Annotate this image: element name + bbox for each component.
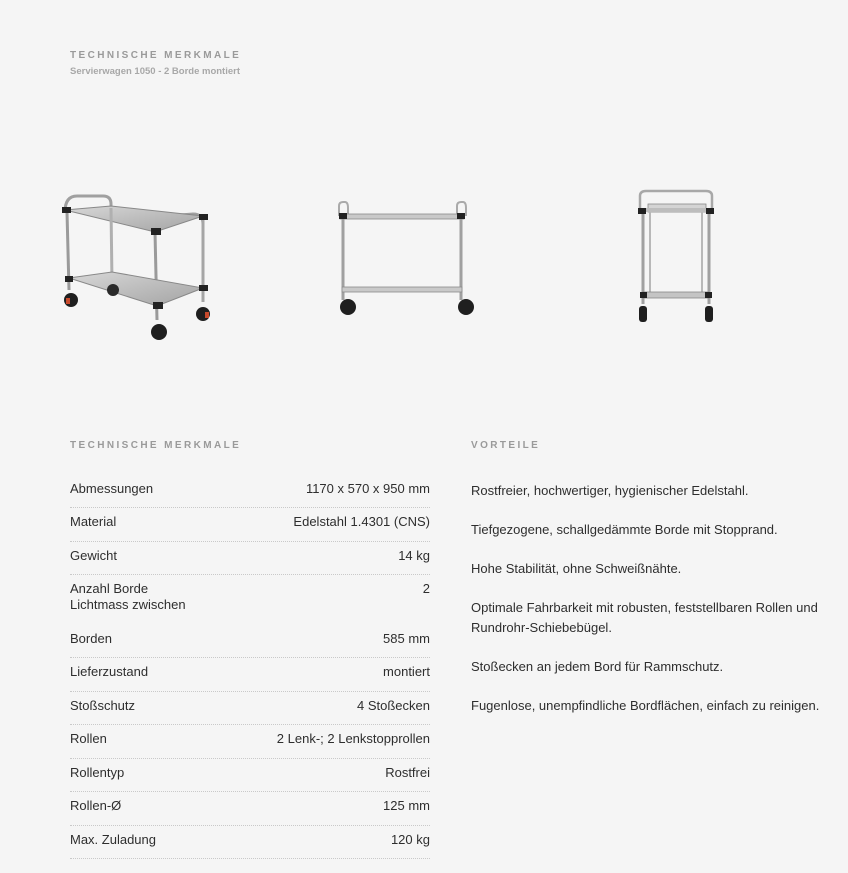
spec-row xyxy=(70,792,430,826)
spec-label: Anzahl Borde xyxy=(70,581,149,596)
spec-row xyxy=(70,658,430,692)
advantage-item: Tiefgezogene, schallgedämmte Borde mit Stopprand. xyxy=(471,522,778,537)
spec-row xyxy=(70,575,430,597)
spec-row xyxy=(70,692,430,726)
spec-label: Gewicht xyxy=(70,547,117,563)
advantage-item: Optimale Fahrbarkeit mit robusten, feststellbaren Rollen und Rundrohr-Schiebebügel. xyxy=(471,600,818,635)
spec-value: 2 Lenk-; 2 Lenkstopprollen xyxy=(276,731,430,746)
spec-value: 125 mm xyxy=(383,798,430,813)
advantage-item: Hohe Stabilität, ohne Schweißnähte. xyxy=(471,561,682,576)
side-view-image xyxy=(330,200,480,325)
spec-row xyxy=(70,597,430,619)
spec-row xyxy=(70,725,430,759)
advantage-item: Rostfreier, hochwertiger, hygienischer Edelstahl. xyxy=(471,483,749,498)
product-subtitle: Servierwagen 1050 - 2 Borde montiert xyxy=(70,66,241,77)
spec-row xyxy=(70,759,430,793)
spec-label: Lieferzustand xyxy=(70,664,149,679)
spec-value: 4 Stoßecken xyxy=(357,697,430,713)
specs-section xyxy=(70,440,430,859)
spec-value: 2 xyxy=(422,581,430,596)
spec-value: 585 mm xyxy=(383,631,430,646)
specs-title: TECHNISCHE MERKMALE xyxy=(70,440,242,451)
spec-value: 120 kg xyxy=(390,831,430,847)
perspective-view-image xyxy=(55,190,220,350)
spec-value: Edelstahl 1.4301 (CNS) xyxy=(293,514,430,529)
front-view-image xyxy=(634,188,724,333)
spec-label: Material xyxy=(70,514,117,529)
page-eyebrow: TECHNISCHE MERKMALE xyxy=(70,50,242,61)
spec-label: Stoßschutz xyxy=(70,697,136,713)
spec-label: Max. Zuladung xyxy=(70,831,156,847)
spec-row xyxy=(70,481,430,508)
page-header xyxy=(70,50,241,77)
spec-row xyxy=(70,826,430,860)
advantage-item: Fugenlose, unempfindliche Bordflächen, einfach zu reinigen. xyxy=(471,698,820,713)
specs-table xyxy=(70,481,430,859)
spec-label: Rollen xyxy=(70,731,107,746)
advantages-title: VORTEILE xyxy=(471,440,541,451)
product-views xyxy=(0,185,848,355)
spec-value: montiert xyxy=(383,664,430,679)
advantages-section xyxy=(471,440,821,735)
spec-row xyxy=(70,619,430,658)
spec-label: Rollentyp xyxy=(70,764,125,780)
spec-label: Abmessungen xyxy=(70,481,154,496)
spec-label: Borden xyxy=(70,631,112,646)
spec-value: Rostfrei xyxy=(385,764,430,780)
spec-row xyxy=(70,508,430,542)
advantage-item: Stoßecken an jedem Bord für Rammschutz. xyxy=(471,659,724,674)
spec-label: Rollen-Ø xyxy=(70,798,122,813)
spec-label: Lichtmass zwischen xyxy=(70,597,186,612)
spec-value: 1170 x 570 x 950 mm xyxy=(305,481,430,496)
spec-row xyxy=(70,542,430,576)
spec-value: 14 kg xyxy=(398,547,430,563)
